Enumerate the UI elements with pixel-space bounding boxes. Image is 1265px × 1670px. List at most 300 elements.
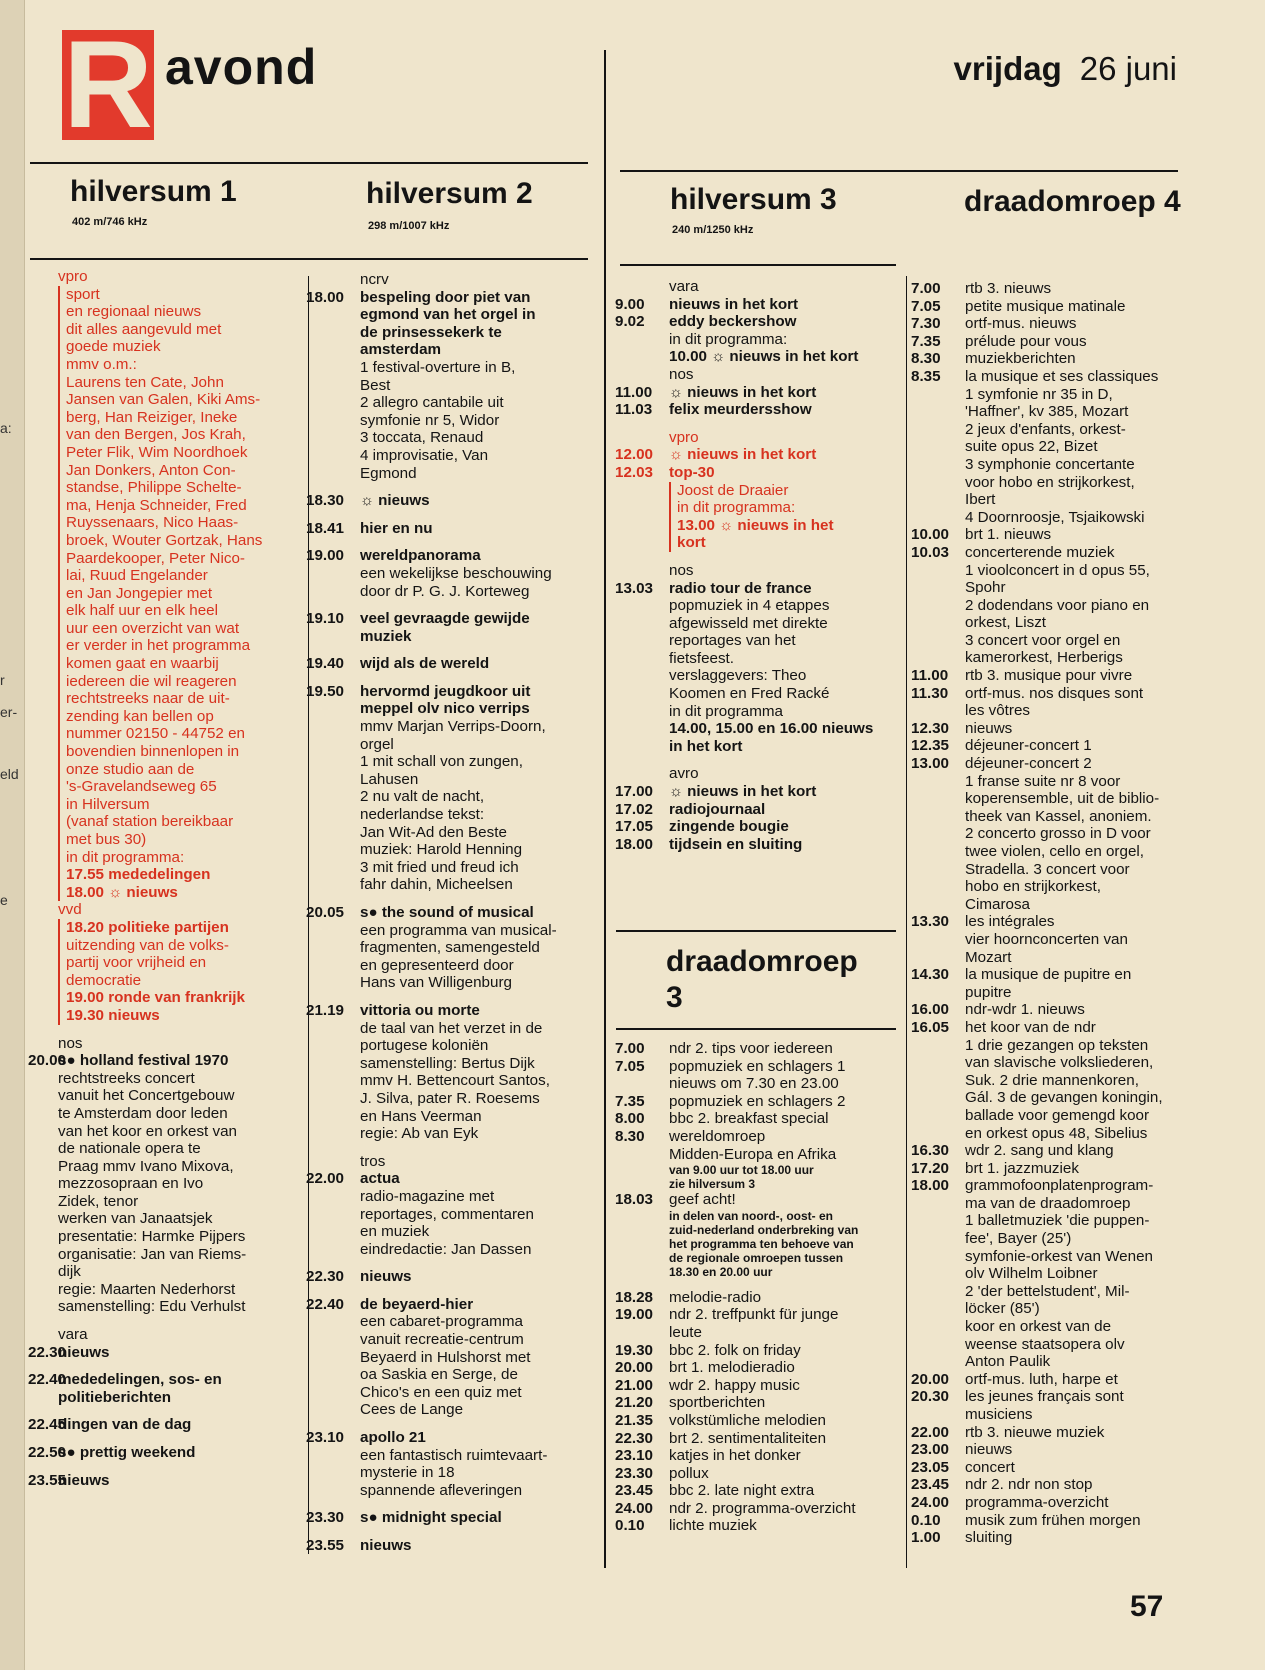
program-text: bbc 2. breakfast special xyxy=(669,1110,829,1128)
program-time: 18.03 xyxy=(615,1191,654,1209)
program-text: van den Bergen, Jos Krah, xyxy=(58,426,296,444)
spacer xyxy=(306,537,592,547)
program-line xyxy=(615,348,900,366)
program-text: 18.00 ☼ nieuws xyxy=(58,884,296,902)
program-line xyxy=(306,1401,592,1419)
program-line xyxy=(306,412,592,430)
program-text: veel gevraagde gewijde xyxy=(360,610,530,628)
program-line xyxy=(306,655,592,673)
program-line xyxy=(306,753,592,771)
program-text: apollo 21 xyxy=(360,1429,426,1447)
program-line xyxy=(615,1058,900,1076)
program-line xyxy=(911,1336,1195,1354)
program-text: partij voor vrijheid en xyxy=(58,954,296,972)
program-line xyxy=(615,482,900,500)
program-line xyxy=(28,655,296,673)
program-text: Gál. 3 de gevangen koningin, xyxy=(965,1089,1163,1107)
program-line xyxy=(615,517,900,535)
program-line xyxy=(911,298,1195,316)
program-text: en gepresenteerd door xyxy=(360,956,514,974)
program-text: 'Haffner', kv 385, Mozart xyxy=(965,403,1129,421)
program-text: in het kort xyxy=(669,737,743,755)
program-text: ortf-mus. luth, harpe et xyxy=(965,1370,1118,1388)
header-rule xyxy=(620,170,1178,172)
program-text: Chico's en een quiz met xyxy=(360,1383,522,1401)
program-text: s● the sound of musical xyxy=(360,904,534,921)
program-line xyxy=(28,409,296,427)
program-time: 23.45 xyxy=(615,1482,654,1500)
program-line xyxy=(28,1140,296,1158)
program-list-hilversum-1 xyxy=(28,268,296,1489)
program-text: wereldomroep xyxy=(669,1127,766,1145)
program-text: regie: Ab van Eyk xyxy=(360,1125,479,1143)
program-time: 23.30 xyxy=(306,1509,345,1527)
program-line xyxy=(615,1237,900,1251)
program-time: 22.40 xyxy=(28,1371,67,1389)
program-line xyxy=(28,1158,296,1176)
program-text: koperensemble, uit de biblio- xyxy=(965,790,1160,808)
program-time: 23.10 xyxy=(615,1447,654,1465)
program-line xyxy=(911,1283,1195,1301)
program-line xyxy=(615,1342,900,1360)
program-text: bovendien binnenlopen in xyxy=(58,743,296,761)
program-text: ndr 2. programma-overzicht xyxy=(669,1499,856,1517)
program-text: grammofoonplatenprogram- xyxy=(965,1177,1154,1195)
program-line xyxy=(28,391,296,409)
program-time: 17.20 xyxy=(911,1159,950,1177)
program-line xyxy=(615,615,900,633)
program-line xyxy=(911,790,1195,808)
program-text: amsterdam xyxy=(360,341,442,359)
program-time: 19.50 xyxy=(306,682,345,700)
program-line xyxy=(306,1349,592,1367)
spacer xyxy=(28,1361,296,1371)
spacer xyxy=(306,510,592,520)
program-line xyxy=(306,306,592,324)
program-time: 21.19 xyxy=(306,1001,345,1019)
program-line xyxy=(615,1093,900,1111)
program-line xyxy=(28,620,296,638)
program-text: katjes in het donker xyxy=(669,1447,801,1465)
program-line xyxy=(28,743,296,761)
program-line xyxy=(306,341,592,359)
program-line xyxy=(28,374,296,392)
program-line xyxy=(911,1195,1195,1213)
program-line xyxy=(28,479,296,497)
program-time: 22.30 xyxy=(306,1268,345,1286)
program-text: Jan Donkers, Anton Con- xyxy=(58,462,296,480)
program-text: tijdsein en sluiting xyxy=(669,835,803,853)
program-line xyxy=(911,509,1195,527)
program-text: melodie-radio xyxy=(669,1288,762,1306)
program-text: theek van Kassel, anoniem. xyxy=(965,807,1152,825)
program-time: 22.30 xyxy=(28,1343,67,1361)
program-text: brt 2. sentimentaliteiten xyxy=(669,1429,827,1447)
program-text: 1 drie gezangen op teksten xyxy=(965,1036,1149,1054)
program-text: onze studio aan de xyxy=(58,761,296,779)
program-line xyxy=(615,738,900,756)
spacer xyxy=(306,1527,592,1537)
program-text: Cimarosa xyxy=(965,895,1030,913)
program-text: een programma van musical- xyxy=(360,921,557,939)
program-text: dingen van de dag xyxy=(58,1416,192,1434)
program-text: petite musique matinale xyxy=(965,297,1126,315)
program-text: elk half uur en elk heel xyxy=(58,602,296,620)
program-text: sportberichten xyxy=(669,1394,766,1412)
gutter-text: eld xyxy=(0,766,19,782)
program-text: uur een overzicht van wat xyxy=(58,620,296,638)
program-line xyxy=(28,1444,296,1462)
program-time: 16.00 xyxy=(911,1001,950,1019)
program-line xyxy=(911,913,1195,931)
program-time: 19.40 xyxy=(306,655,345,673)
program-text: en orkest opus 48, Sibelius xyxy=(965,1124,1148,1142)
program-line xyxy=(615,464,900,482)
program-line xyxy=(28,637,296,655)
program-line xyxy=(28,1105,296,1123)
program-text: portugese koloniën xyxy=(360,1037,489,1055)
program-text: nieuws xyxy=(360,1537,412,1554)
program-line xyxy=(911,1212,1195,1230)
program-line xyxy=(911,350,1195,368)
program-text: muziekberichten xyxy=(965,350,1076,368)
program-text: popmuziek in 4 etappes xyxy=(669,597,830,615)
program-text: brt 1. jazzmuziek xyxy=(965,1159,1079,1177)
program-line xyxy=(615,801,900,819)
program-text: rechtstreeks concert xyxy=(58,1069,195,1087)
program-text: 19.00 ronde van frankrijk xyxy=(58,989,296,1007)
program-time: 13.03 xyxy=(615,579,654,597)
program-line xyxy=(306,547,592,565)
program-line xyxy=(306,1170,592,1188)
program-text: s● midnight special xyxy=(360,1509,502,1527)
program-line xyxy=(911,861,1195,879)
program-line xyxy=(28,796,296,814)
program-line xyxy=(28,426,296,444)
spacer xyxy=(306,1143,592,1153)
program-time: 23.00 xyxy=(911,1441,950,1459)
program-line xyxy=(28,989,296,1007)
program-time: 11.00 xyxy=(911,667,949,685)
program-line xyxy=(306,876,592,894)
program-line xyxy=(306,1509,592,1527)
program-line xyxy=(911,1248,1195,1266)
program-text: (vanaf station bereikbaar xyxy=(58,813,296,831)
program-text: 3 toccata, Renaud xyxy=(360,429,484,447)
program-line xyxy=(306,922,592,940)
program-line xyxy=(306,1153,592,1171)
program-text: actua xyxy=(360,1170,400,1188)
program-line xyxy=(911,491,1195,509)
program-line xyxy=(911,896,1195,914)
program-text: symfonie nr 5, Widor xyxy=(360,411,500,429)
program-text: déjeuner-concert 2 xyxy=(965,755,1092,773)
page-number: 57 xyxy=(1130,1590,1164,1623)
program-line xyxy=(28,1416,296,1434)
program-line xyxy=(306,904,592,922)
program-line xyxy=(306,359,592,377)
program-line xyxy=(306,957,592,975)
program-text: goede muziek xyxy=(58,338,296,356)
program-text: mededelingen, sos- en xyxy=(58,1371,222,1389)
program-line xyxy=(911,1142,1195,1160)
program-text: mysterie in 18 xyxy=(360,1464,455,1482)
program-time: 20.00 xyxy=(615,1359,654,1377)
program-line xyxy=(911,562,1195,580)
program-line xyxy=(28,1344,296,1362)
program-text: bespeling door piet van xyxy=(360,288,531,306)
program-time: 12.35 xyxy=(911,737,950,755)
program-text: in delen van noord-, oost- en xyxy=(669,1208,834,1223)
program-line xyxy=(615,1359,900,1377)
program-line xyxy=(615,401,900,419)
program-text: löcker (85') xyxy=(965,1300,1040,1318)
program-time: 1.00 xyxy=(911,1529,941,1547)
program-text: concerterende muziek xyxy=(965,543,1115,561)
program-time: 17.00 xyxy=(615,783,654,801)
program-text: ma van de draadomroep xyxy=(965,1194,1131,1212)
program-line xyxy=(911,878,1195,896)
spacer xyxy=(306,673,592,683)
program-text: ndr 2. treffpunkt für junge xyxy=(669,1306,839,1324)
program-line xyxy=(28,1246,296,1264)
program-line xyxy=(615,632,900,650)
program-text: nos xyxy=(58,1034,83,1052)
program-line xyxy=(615,1306,900,1324)
program-line xyxy=(615,1412,900,1430)
program-line xyxy=(306,824,592,842)
station-title-draadomroep-4: draadomroep 4 xyxy=(964,185,1181,218)
program-line xyxy=(28,585,296,603)
program-line xyxy=(911,421,1195,439)
program-line xyxy=(306,683,592,701)
program-text: muziek xyxy=(360,627,412,645)
program-text: van slavische volksliederen, xyxy=(965,1054,1154,1072)
program-text: zuid-nederland onderbreking van xyxy=(669,1222,859,1237)
program-text: popmuziek en schlagers 1 xyxy=(669,1057,846,1075)
program-time: 8.30 xyxy=(911,350,941,368)
program-line xyxy=(911,526,1195,544)
program-text: reportages van het xyxy=(669,632,796,650)
program-text: rechtstreeks naar de uit- xyxy=(58,690,296,708)
program-text: 3 mit fried und freud ich xyxy=(360,858,519,876)
program-text: 2 'der bettelstudent', Mil- xyxy=(965,1282,1130,1300)
program-line xyxy=(306,1002,592,1020)
program-text: nieuws om 7.30 en 23.00 xyxy=(669,1075,839,1093)
program-line xyxy=(615,1517,900,1535)
program-line xyxy=(28,1472,296,1490)
program-text: een wekelijkse beschouwing xyxy=(360,564,552,582)
program-time: 21.35 xyxy=(615,1411,654,1429)
program-line xyxy=(911,1054,1195,1072)
program-text: Hans van Willigenburg xyxy=(360,974,512,992)
program-text: programma-overzicht xyxy=(965,1493,1109,1511)
program-text: mmv o.m.: xyxy=(58,356,296,374)
program-line xyxy=(306,1188,592,1206)
program-line xyxy=(615,1177,900,1191)
spacer xyxy=(28,1406,296,1416)
program-text: nos xyxy=(669,561,694,579)
program-line xyxy=(306,1072,592,1090)
program-line xyxy=(28,866,296,884)
program-text: brt 1. melodieradio xyxy=(669,1359,795,1377)
program-time: 19.10 xyxy=(306,610,345,628)
program-line xyxy=(306,447,592,465)
program-text: prélude pour vous xyxy=(965,332,1087,350)
program-text: Suk. 2 drie mannenkoren, xyxy=(965,1071,1139,1089)
program-time: 23.55 xyxy=(28,1471,67,1489)
program-time: 10.00 xyxy=(911,526,950,544)
program-line xyxy=(28,1298,296,1316)
program-line xyxy=(28,937,296,955)
section-rule xyxy=(616,930,896,932)
program-line xyxy=(306,1090,592,1108)
station-frequency: 402 m/746 kHz xyxy=(72,216,148,228)
program-line xyxy=(615,1209,900,1223)
program-line xyxy=(306,1125,592,1143)
program-line xyxy=(28,725,296,743)
program-text: in dit programma: xyxy=(58,849,296,867)
program-time: 20.30 xyxy=(911,1388,950,1406)
program-text: in dit programma: xyxy=(669,330,788,348)
program-line xyxy=(615,720,900,738)
program-line xyxy=(911,1300,1195,1318)
program-line xyxy=(28,813,296,831)
program-time: 13.30 xyxy=(911,913,950,931)
program-text: ma, Henja Schneider, Fred xyxy=(58,497,296,515)
program-text: la musique et ses classiques xyxy=(965,367,1159,385)
program-text: Mozart xyxy=(965,948,1012,966)
program-text: er verder in het programma xyxy=(58,637,296,655)
program-line xyxy=(306,1037,592,1055)
program-text: vanuit het Concertgebouw xyxy=(58,1087,235,1105)
program-text: ☼ nieuws in het kort xyxy=(669,446,817,464)
program-text: 2 concerto grosso in D voor xyxy=(965,825,1151,843)
program-time: 8.35 xyxy=(911,367,941,385)
program-text: 4 improvisatie, Van xyxy=(360,446,489,464)
station-frequency: 240 m/1250 kHz xyxy=(672,224,754,236)
program-text: ortf-mus. nieuws xyxy=(965,315,1077,333)
program-line xyxy=(306,1537,592,1555)
program-time: 18.30 xyxy=(306,492,345,510)
spacer xyxy=(306,600,592,610)
program-text: radio-magazine met xyxy=(360,1187,495,1205)
program-line xyxy=(28,919,296,937)
program-text: vittoria ou morte xyxy=(360,1001,480,1019)
program-line xyxy=(306,736,592,754)
program-line xyxy=(28,268,296,286)
program-time: 18.41 xyxy=(306,519,345,537)
program-line xyxy=(911,280,1195,298)
spacer xyxy=(615,1279,900,1289)
program-line xyxy=(911,773,1195,791)
program-text: Ruyssenaars, Nico Haas- xyxy=(58,514,296,532)
program-line xyxy=(615,685,900,703)
program-line xyxy=(615,562,900,580)
program-time: 16.30 xyxy=(911,1142,950,1160)
program-line xyxy=(911,843,1195,861)
program-text: rtb 3. musique pour vivre xyxy=(965,667,1133,685)
program-text: verslaggevers: Theo xyxy=(669,667,807,685)
program-text: organisatie: Jan van Riems- xyxy=(58,1245,247,1263)
spacer xyxy=(306,645,592,655)
program-line xyxy=(911,1459,1195,1477)
program-line xyxy=(306,788,592,806)
program-text: het programma ten behoeve van xyxy=(669,1236,854,1251)
program-line xyxy=(306,1055,592,1073)
program-time: 19.00 xyxy=(615,1306,654,1324)
program-text: fietsfeest. xyxy=(669,649,734,667)
program-time: 17.02 xyxy=(615,800,654,818)
program-text: nos xyxy=(669,365,694,383)
program-text: Anton Paulik xyxy=(965,1353,1051,1371)
program-line xyxy=(306,1482,592,1500)
program-line xyxy=(911,386,1195,404)
program-time: 22.30 xyxy=(615,1429,654,1447)
program-line xyxy=(28,356,296,374)
program-line xyxy=(28,954,296,972)
program-time: 23.10 xyxy=(306,1429,345,1447)
program-line xyxy=(28,1281,296,1299)
spacer xyxy=(28,1434,296,1444)
program-line xyxy=(911,1529,1195,1547)
program-time: 17.05 xyxy=(615,818,654,836)
station-rule xyxy=(620,264,896,266)
section-title: avond xyxy=(165,39,318,95)
station-title-hilversum-3: hilversum 3 xyxy=(670,183,837,216)
program-text: mmv Marjan Verrips-Doorn, xyxy=(360,718,546,736)
program-line xyxy=(615,1191,900,1209)
program-text: 3 symphonie concertante xyxy=(965,455,1135,473)
program-line xyxy=(28,972,296,990)
program-text: zie hilversum 3 xyxy=(669,1177,756,1192)
program-text: kamerorkest, Herberigs xyxy=(965,649,1123,667)
program-line xyxy=(306,1429,592,1447)
program-text: olv Wilhelm Loibner xyxy=(965,1265,1098,1283)
program-text: muziek: Harold Henning xyxy=(360,841,523,859)
program-text: egmond van het orgel in xyxy=(360,306,536,324)
program-text: berg, Han Reiziger, Ineke xyxy=(58,409,296,427)
program-line xyxy=(306,1366,592,1384)
spacer xyxy=(28,1025,296,1035)
program-line xyxy=(306,1020,592,1038)
program-time: 22.45 xyxy=(28,1416,67,1434)
program-text: komen gaat en waarbij xyxy=(58,655,296,673)
program-text: en regionaal nieuws xyxy=(58,303,296,321)
program-text: Spohr xyxy=(965,579,1006,597)
program-text: Joost de Draaier xyxy=(669,482,900,500)
program-text: hier en nu xyxy=(360,519,433,537)
program-line xyxy=(615,1324,900,1342)
program-line xyxy=(615,499,900,517)
program-text: wijd als de wereld xyxy=(360,655,490,673)
program-line xyxy=(28,1087,296,1105)
program-line xyxy=(911,966,1195,984)
program-text: mezzosopraan en Ivo xyxy=(58,1175,204,1193)
program-text: wereldpanorama xyxy=(360,547,481,565)
program-text: 18.20 politieke partijen xyxy=(58,919,296,937)
program-text: standse, Philippe Schelte- xyxy=(58,479,296,497)
program-line xyxy=(911,685,1195,703)
program-time: 14.30 xyxy=(911,966,950,984)
page-gutter xyxy=(0,0,25,1670)
program-text: samenstelling: Bertus Dijk xyxy=(360,1054,535,1072)
program-text: nieuws xyxy=(965,1441,1013,1459)
program-line xyxy=(615,384,900,402)
program-text: 1 symfonie nr 35 in D, xyxy=(965,385,1113,403)
program-time: 7.00 xyxy=(911,280,941,297)
program-list-draadomroep-3 xyxy=(615,1040,900,1535)
